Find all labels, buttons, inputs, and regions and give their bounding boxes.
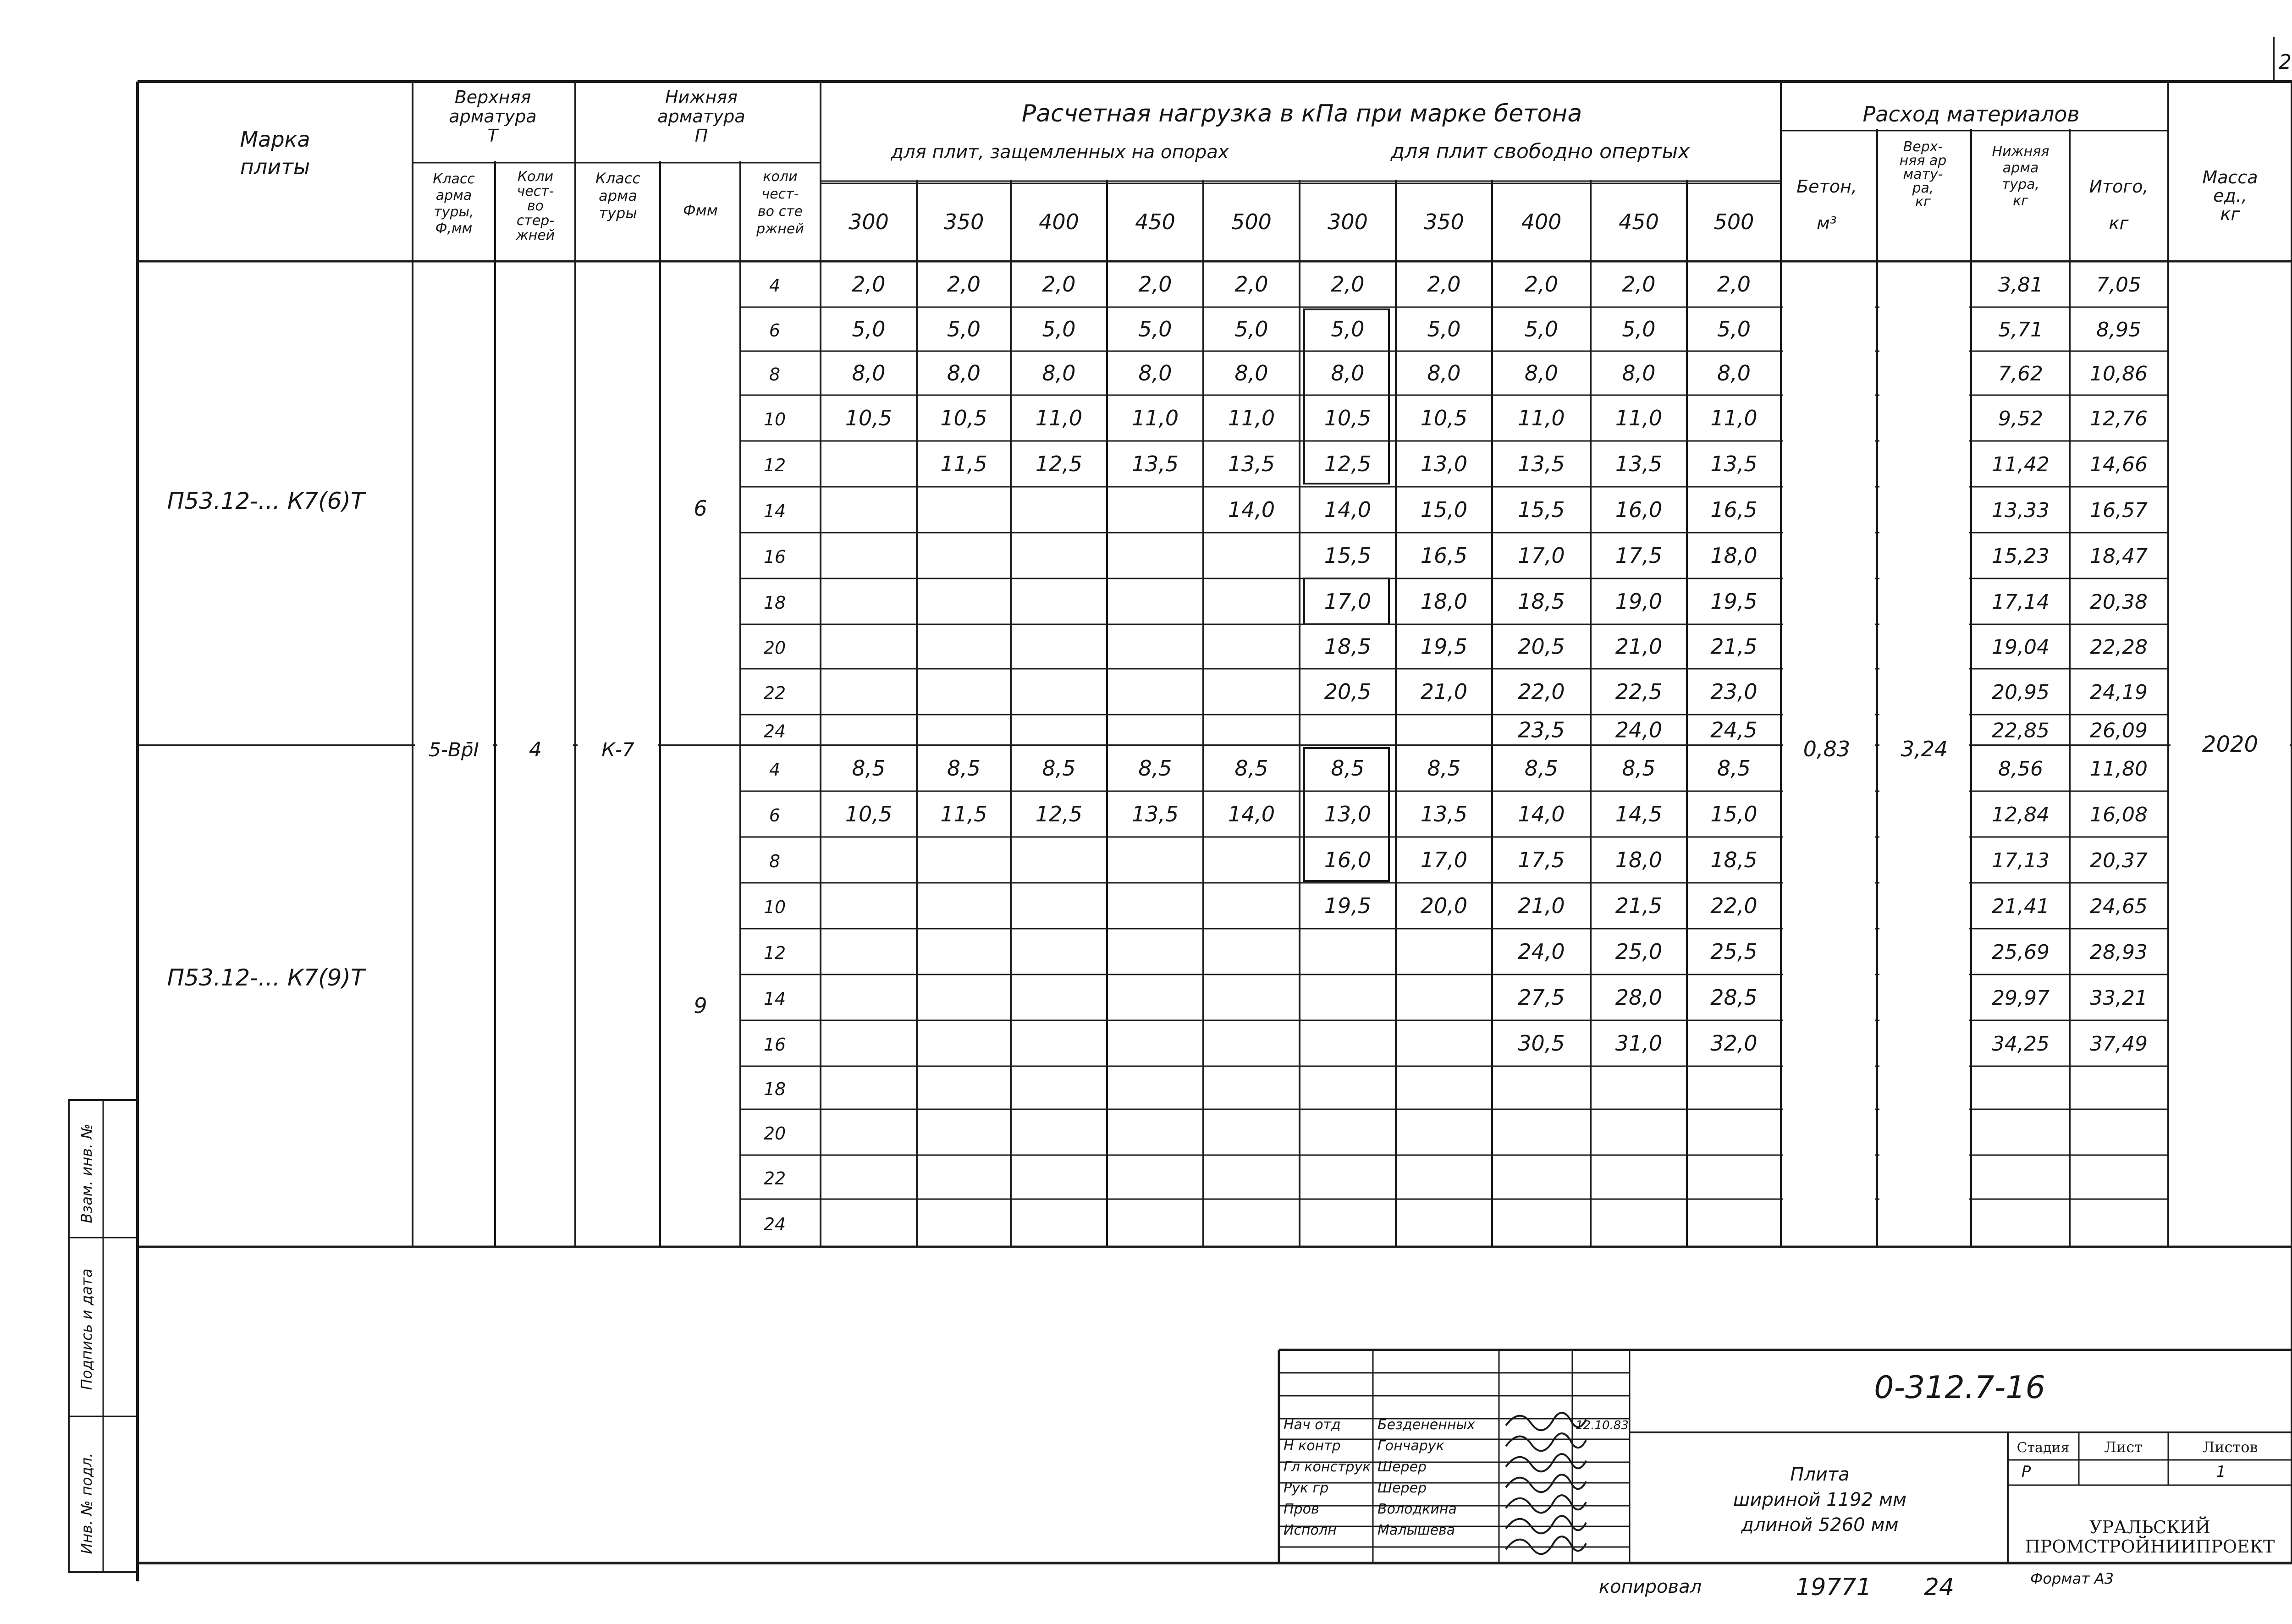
bottom-steel-value: 12,84	[1992, 803, 2050, 826]
header-grade-fixed: 500	[1231, 209, 1272, 234]
rod-count: 6	[769, 320, 781, 341]
bottom-steel-value: 17,13	[1992, 849, 2050, 872]
header-total: Итого,	[2089, 176, 2149, 197]
load-free-value: 17,5	[1518, 848, 1565, 872]
bottom-steel-value: 13,33	[1992, 499, 2050, 522]
load-fixed-value: 5,0	[1234, 317, 1268, 341]
load-free-value: 5,0	[1524, 317, 1559, 341]
sig-name: Шерер	[1377, 1480, 1427, 1496]
load-free-value: 19,0	[1615, 589, 1663, 614]
bottom-steel-value: 7,62	[1998, 362, 2043, 385]
load-free-value: 8,5	[1331, 756, 1365, 781]
header-mass: ед.,	[2213, 186, 2247, 206]
load-free-value: 13,5	[1420, 802, 1468, 826]
mass-value: 2020	[2202, 732, 2259, 757]
load-free-value: 11,0	[1615, 406, 1663, 430]
header-lower-class: Класс	[595, 170, 640, 187]
load-fixed-value: 11,0	[1035, 406, 1083, 430]
header-lower-count: чест-	[761, 186, 799, 202]
load-free-value: 17,0	[1324, 589, 1372, 614]
header-lower-diameter: Фмм	[683, 202, 718, 219]
load-free-value: 14,5	[1615, 802, 1663, 826]
load-fixed-value: 12,5	[1035, 451, 1083, 476]
header-lower-class: туры	[599, 204, 637, 222]
load-free-value: 13,0	[1420, 451, 1468, 476]
copy-number: 19771	[1796, 1574, 1872, 1601]
load-free-value: 8,5	[1524, 756, 1559, 781]
header-bottom-steel: тура,	[2001, 176, 2040, 193]
load-free-value: 15,5	[1324, 543, 1372, 568]
total-steel-value: 37,49	[2090, 1032, 2148, 1056]
plate-mark-group-1: П53.12-... К7(6)Т	[167, 488, 365, 514]
load-fixed-value: 2,0	[1042, 272, 1076, 297]
bottom-steel-value: 29,97	[1992, 986, 2050, 1010]
rod-count: 18	[763, 1079, 786, 1099]
sig-name: Гончарук	[1377, 1438, 1444, 1454]
load-free-value: 15,5	[1518, 497, 1565, 522]
header-lower-reinf: П	[694, 126, 708, 146]
header-upper-reinf: Верхняя	[454, 87, 531, 107]
load-free-value: 5,0	[1427, 317, 1461, 341]
document-title: Плита	[1790, 1464, 1850, 1485]
load-fixed-value: 10,5	[845, 406, 893, 430]
rod-count: 22	[763, 683, 786, 703]
header-fixed-plates: для плит, защемленных на опорах	[891, 142, 1229, 163]
bottom-steel-value: 5,71	[1998, 318, 2043, 341]
handwritten-signature	[1506, 1516, 1586, 1533]
stage-value: Р	[2021, 1463, 2031, 1481]
bottom-steel-value: 25,69	[1992, 941, 2050, 964]
rod-count: 20	[763, 1123, 786, 1144]
load-free-value: 18,0	[1615, 848, 1663, 872]
document-title: длиной 5260 мм	[1741, 1514, 1899, 1536]
sig-role: Рук гр	[1284, 1480, 1329, 1496]
load-fixed-value: 8,0	[852, 361, 886, 385]
header-upper-class: туры,	[434, 204, 474, 220]
header-grade-free: 300	[1328, 209, 1368, 234]
load-free-value: 18,0	[1420, 589, 1468, 614]
load-free-value: 18,5	[1324, 634, 1372, 659]
load-free-value: 21,0	[1420, 679, 1468, 704]
concrete-value: 0,83	[1803, 737, 1851, 761]
header-grade-fixed: 400	[1039, 209, 1079, 234]
load-free-value: 15,0	[1420, 497, 1468, 522]
document-title: шириной 1192 мм	[1733, 1489, 1907, 1510]
load-free-value: 8,0	[1524, 361, 1559, 385]
load-free-value: 10,5	[1324, 406, 1372, 430]
load-free-value: 19,5	[1710, 589, 1758, 614]
load-free-value: 18,5	[1710, 848, 1758, 872]
rod-count: 8	[769, 851, 781, 871]
load-free-value: 22,0	[1710, 893, 1758, 918]
load-free-value: 23,0	[1710, 679, 1758, 704]
rod-count: 8	[769, 364, 781, 385]
load-fixed-value: 13,5	[1131, 451, 1179, 476]
total-steel-value: 26,09	[2090, 719, 2148, 743]
sig-role: Гл конструк	[1284, 1459, 1371, 1475]
header-upper-count: Коли	[517, 169, 554, 185]
header-concrete: Бетон,	[1796, 176, 1857, 197]
header-lower-class: арма	[599, 187, 637, 204]
load-fixed-value: 5,0	[1138, 317, 1172, 341]
rod-count: 18	[763, 593, 786, 613]
organization-name: УРАЛЬСКИЙ	[2089, 1517, 2210, 1537]
load-free-value: 13,5	[1518, 451, 1565, 476]
load-fixed-value: 8,0	[1234, 361, 1268, 385]
sig-role: Пров	[1284, 1501, 1319, 1517]
load-free-value: 13,5	[1615, 451, 1663, 476]
load-free-value: 14,0	[1518, 802, 1565, 826]
sheet-label: Лист	[2104, 1438, 2143, 1456]
load-free-value: 2,0	[1427, 272, 1461, 297]
header-lower-reinf: Нижняя	[665, 87, 738, 107]
rod-count: 6	[769, 805, 781, 826]
load-free-value: 21,5	[1615, 893, 1663, 918]
stage-label: Стадия	[2017, 1440, 2070, 1456]
sheets-label: Листов	[2202, 1438, 2258, 1456]
rod-count: 10	[763, 409, 786, 429]
total-steel-value: 28,93	[2090, 941, 2148, 964]
load-free-value: 5,0	[1717, 317, 1751, 341]
header-free-plates: для плит свободно опертых	[1390, 140, 1690, 163]
header-total: кг	[2109, 213, 2129, 233]
bottom-steel-value: 3,81	[1998, 273, 2043, 297]
load-free-value: 20,0	[1420, 893, 1468, 918]
total-steel-value: 24,65	[2090, 895, 2148, 918]
bottom-steel-value: 21,41	[1992, 895, 2050, 918]
header-grade-free: 500	[1713, 209, 1754, 234]
lower-diameter-group-1: 6	[694, 496, 707, 521]
header-upper-class: Ф,мм	[435, 220, 473, 237]
rod-count: 20	[763, 638, 786, 658]
load-free-value: 8,0	[1717, 361, 1751, 385]
load-fixed-value: 8,5	[852, 756, 886, 781]
header-load-title: Расчетная нагрузка в кПа при марке бетона	[1021, 100, 1582, 127]
header-mark: плиты	[240, 154, 310, 179]
total-steel-value: 10,86	[2090, 362, 2148, 385]
upper-class-value: 5-Вр̄I	[429, 738, 479, 761]
rod-count: 16	[763, 1035, 786, 1055]
load-fixed-value: 12,5	[1035, 802, 1083, 826]
load-free-value: 20,5	[1518, 634, 1565, 659]
header-upper-count: чест-	[517, 183, 554, 199]
load-free-value: 25,5	[1710, 939, 1758, 964]
upper-count-value: 4	[529, 738, 542, 761]
total-steel-value: 16,08	[2090, 803, 2148, 826]
header-top-steel: Верх-	[1903, 139, 1943, 155]
load-free-value: 5,0	[1622, 317, 1656, 341]
load-free-value: 14,0	[1324, 497, 1372, 522]
header-bottom-steel: арма	[2002, 160, 2039, 176]
load-free-value: 23,5	[1518, 717, 1565, 743]
load-free-value: 31,0	[1615, 1031, 1663, 1056]
total-steel-value: 14,66	[2090, 453, 2148, 476]
header-span-cover	[140, 748, 410, 1244]
header-top-steel: ра,	[1912, 180, 1934, 196]
load-free-value: 24,0	[1615, 717, 1663, 743]
load-fixed-value: 11,0	[1131, 406, 1179, 430]
rod-count: 14	[763, 989, 786, 1009]
load-free-value: 2,0	[1717, 272, 1751, 297]
load-fixed-value: 11,5	[940, 451, 987, 476]
total-steel-value: 18,47	[2090, 545, 2148, 568]
load-free-value: 16,5	[1710, 497, 1758, 522]
header-top-steel: кг	[1915, 194, 1931, 210]
load-free-value: 11,0	[1710, 406, 1758, 430]
total-steel-value: 12,76	[2090, 407, 2148, 430]
load-free-value: 19,5	[1420, 634, 1468, 659]
load-free-value: 19,5	[1324, 893, 1372, 918]
sig-role: Нач отд	[1284, 1417, 1341, 1433]
load-free-value: 30,5	[1518, 1031, 1565, 1056]
side-stamp-replace-label: Взам. инв. №	[78, 1123, 95, 1223]
load-fixed-value: 10,5	[940, 406, 987, 430]
bottom-steel-value: 22,85	[1992, 719, 2050, 743]
load-fixed-value: 14,0	[1228, 497, 1275, 522]
sig-name: Володкина	[1377, 1501, 1457, 1517]
load-fixed-value: 5,0	[852, 317, 886, 341]
load-free-value: 2,0	[1331, 272, 1365, 297]
load-free-value: 28,5	[1710, 985, 1758, 1010]
side-stamp-inv-label: Инв. № подл.	[78, 1453, 95, 1554]
total-steel-value: 33,21	[2090, 986, 2148, 1010]
load-fixed-value: 2,0	[1234, 272, 1268, 297]
sheets-value: 1	[2216, 1463, 2226, 1481]
load-free-value: 16,0	[1324, 848, 1372, 872]
load-fixed-value: 5,0	[1042, 317, 1076, 341]
load-fixed-value: 13,5	[1228, 451, 1275, 476]
load-free-value: 24,5	[1710, 717, 1758, 743]
lower-class-value: К-7	[601, 738, 634, 761]
load-fixed-value: 8,0	[1138, 361, 1172, 385]
load-free-value: 22,5	[1615, 679, 1663, 704]
total-steel-value: 20,37	[2090, 849, 2148, 872]
load-free-value: 16,5	[1420, 543, 1468, 568]
load-free-value: 24,0	[1518, 939, 1565, 964]
document-code: 0-312.7-16	[1874, 1370, 2045, 1406]
header-top-steel: няя ар	[1899, 153, 1947, 169]
header-grade-free: 350	[1424, 209, 1464, 234]
total-steel-value: 16,57	[2090, 499, 2148, 522]
total-steel-value: 11,80	[2090, 757, 2148, 781]
bottom-steel-value: 11,42	[1992, 453, 2050, 476]
load-free-value: 8,5	[1427, 756, 1461, 781]
load-free-value: 21,0	[1518, 893, 1565, 918]
rod-count: 16	[763, 547, 786, 567]
load-free-value: 27,5	[1518, 985, 1565, 1010]
rod-count: 22	[763, 1168, 786, 1189]
load-fixed-value: 8,5	[1138, 756, 1172, 781]
header-upper-class: арма	[435, 187, 472, 204]
header-lower-count: во сте	[758, 204, 803, 220]
rod-count: 12	[763, 943, 786, 963]
handwritten-signature	[1506, 1495, 1586, 1513]
sig-name: Бездененных	[1377, 1417, 1475, 1433]
table-grid	[69, 37, 2292, 1581]
load-fixed-value: 11,0	[1228, 406, 1275, 430]
format-label: Формат А3	[2030, 1570, 2114, 1587]
load-free-value: 22,0	[1518, 679, 1565, 704]
load-free-value: 8,0	[1622, 361, 1656, 385]
load-fixed-value: 13,5	[1131, 802, 1179, 826]
top-steel-value: 3,24	[1901, 737, 1948, 761]
load-free-value: 25,0	[1615, 939, 1663, 964]
header-grade-fixed: 350	[943, 209, 984, 234]
load-fixed-value: 2,0	[852, 272, 886, 297]
load-free-value: 17,0	[1518, 543, 1565, 568]
header-top-steel: мату-	[1903, 166, 1943, 182]
header-bottom-steel: кг	[2013, 193, 2028, 209]
header-upper-class: Класс	[433, 171, 475, 187]
header-materials: Расход материалов	[1862, 102, 2080, 127]
handwritten-signature	[1506, 1413, 1586, 1430]
load-fixed-value: 14,0	[1228, 802, 1275, 826]
bottom-steel-value: 20,95	[1992, 681, 2050, 704]
sig-role: Исполн	[1284, 1522, 1337, 1538]
load-free-value: 16,0	[1615, 497, 1663, 522]
header-upper-reinf: арматура	[449, 106, 537, 127]
rod-count: 10	[763, 897, 786, 917]
rod-count: 24	[763, 1214, 786, 1234]
sig-date: 12.10.83	[1576, 1419, 1629, 1432]
load-free-value: 10,5	[1420, 406, 1468, 430]
load-free-value: 8,0	[1427, 361, 1461, 385]
header-lower-reinf: арматура	[657, 106, 745, 127]
lower-diameter-group-2: 9	[694, 993, 707, 1018]
load-free-value: 8,5	[1717, 756, 1751, 781]
handwritten-signature	[1506, 1433, 1586, 1451]
rod-count: 24	[763, 721, 786, 742]
header-mass: кг	[2220, 204, 2240, 224]
load-free-value: 13,5	[1710, 451, 1758, 476]
total-steel-value: 8,95	[2096, 318, 2141, 341]
header-bottom-steel: Нижняя	[1992, 143, 2050, 160]
total-steel-value: 20,38	[2090, 590, 2148, 614]
load-free-value: 13,0	[1324, 802, 1372, 826]
handwritten-signature	[1506, 1536, 1586, 1554]
header-upper-count: стер-	[516, 213, 555, 229]
load-fixed-value: 8,5	[1234, 756, 1268, 781]
bottom-steel-value: 34,25	[1992, 1032, 2050, 1056]
load-fixed-value: 2,0	[1138, 272, 1172, 297]
header-lower-count: ржней	[756, 221, 804, 237]
header-concrete: м³	[1817, 213, 1837, 233]
sheet-copy-number: 24	[1923, 1574, 1955, 1601]
load-free-value: 28,0	[1615, 985, 1663, 1010]
organization-name: ПРОМСТРОЙНИИПРОЕКТ	[2025, 1536, 2275, 1557]
rod-count: 12	[763, 455, 786, 475]
load-fixed-value: 8,5	[1042, 756, 1076, 781]
total-steel-value: 7,05	[2096, 273, 2141, 297]
sig-name: Малышева	[1377, 1522, 1455, 1538]
copied-label: копировал	[1598, 1576, 1702, 1597]
bottom-steel-value: 19,04	[1992, 635, 2050, 659]
plate-mark-group-2: П53.12-... К7(9)Т	[167, 964, 365, 991]
load-free-value: 21,5	[1710, 634, 1758, 659]
load-fixed-value: 8,0	[947, 361, 981, 385]
header-lower-count: коли	[763, 169, 798, 185]
load-free-value: 8,0	[1331, 361, 1365, 385]
load-fixed-value: 8,5	[947, 756, 981, 781]
load-free-value: 11,0	[1518, 406, 1565, 430]
load-fixed-value: 8,0	[1042, 361, 1076, 385]
load-free-value: 15,0	[1710, 802, 1758, 826]
load-free-value: 2,0	[1524, 272, 1559, 297]
load-fixed-value: 10,5	[845, 802, 893, 826]
rod-count: 4	[769, 760, 781, 780]
load-free-value: 20,5	[1324, 679, 1372, 704]
sig-role: Н контр	[1284, 1438, 1341, 1454]
bottom-steel-value: 9,52	[1998, 407, 2043, 430]
header-upper-count: жней	[516, 227, 555, 243]
header-mark: Марка	[240, 127, 310, 152]
load-free-value: 2,0	[1622, 272, 1656, 297]
header-grade-fixed: 300	[848, 209, 889, 234]
load-fixed-value: 2,0	[947, 272, 981, 297]
load-free-value: 12,5	[1324, 451, 1372, 476]
load-free-value: 17,5	[1615, 543, 1663, 568]
header-span-cover	[823, 83, 1779, 180]
total-steel-value: 22,28	[2090, 635, 2148, 659]
sig-name: Шерер	[1377, 1459, 1427, 1475]
side-stamp-signature-label: Подпись и дата	[78, 1268, 95, 1390]
sheet-number: 2	[2279, 50, 2292, 74]
total-steel-value: 24,19	[2090, 681, 2148, 704]
bottom-steel-value: 17,14	[1992, 590, 2050, 614]
load-free-value: 5,0	[1331, 317, 1365, 341]
bottom-steel-value: 15,23	[1992, 545, 2050, 568]
load-free-value: 21,0	[1615, 634, 1663, 659]
load-free-value: 32,0	[1710, 1031, 1758, 1056]
load-fixed-value: 11,5	[940, 802, 987, 826]
header-mass: Масса	[2202, 167, 2258, 187]
header-grade-free: 400	[1521, 209, 1562, 234]
header-grade-free: 450	[1619, 209, 1659, 234]
load-free-value: 8,5	[1622, 756, 1656, 781]
load-fixed-value: 5,0	[947, 317, 981, 341]
load-free-value: 18,0	[1710, 543, 1758, 568]
header-grade-fixed: 450	[1135, 209, 1175, 234]
rod-count: 4	[769, 275, 781, 296]
load-free-value: 18,5	[1518, 589, 1565, 614]
load-free-value: 17,0	[1420, 848, 1468, 872]
bottom-steel-value: 8,56	[1998, 757, 2043, 781]
header-upper-count: во	[527, 198, 544, 214]
rod-count: 14	[763, 501, 786, 521]
header-upper-reinf: Т	[487, 126, 498, 146]
